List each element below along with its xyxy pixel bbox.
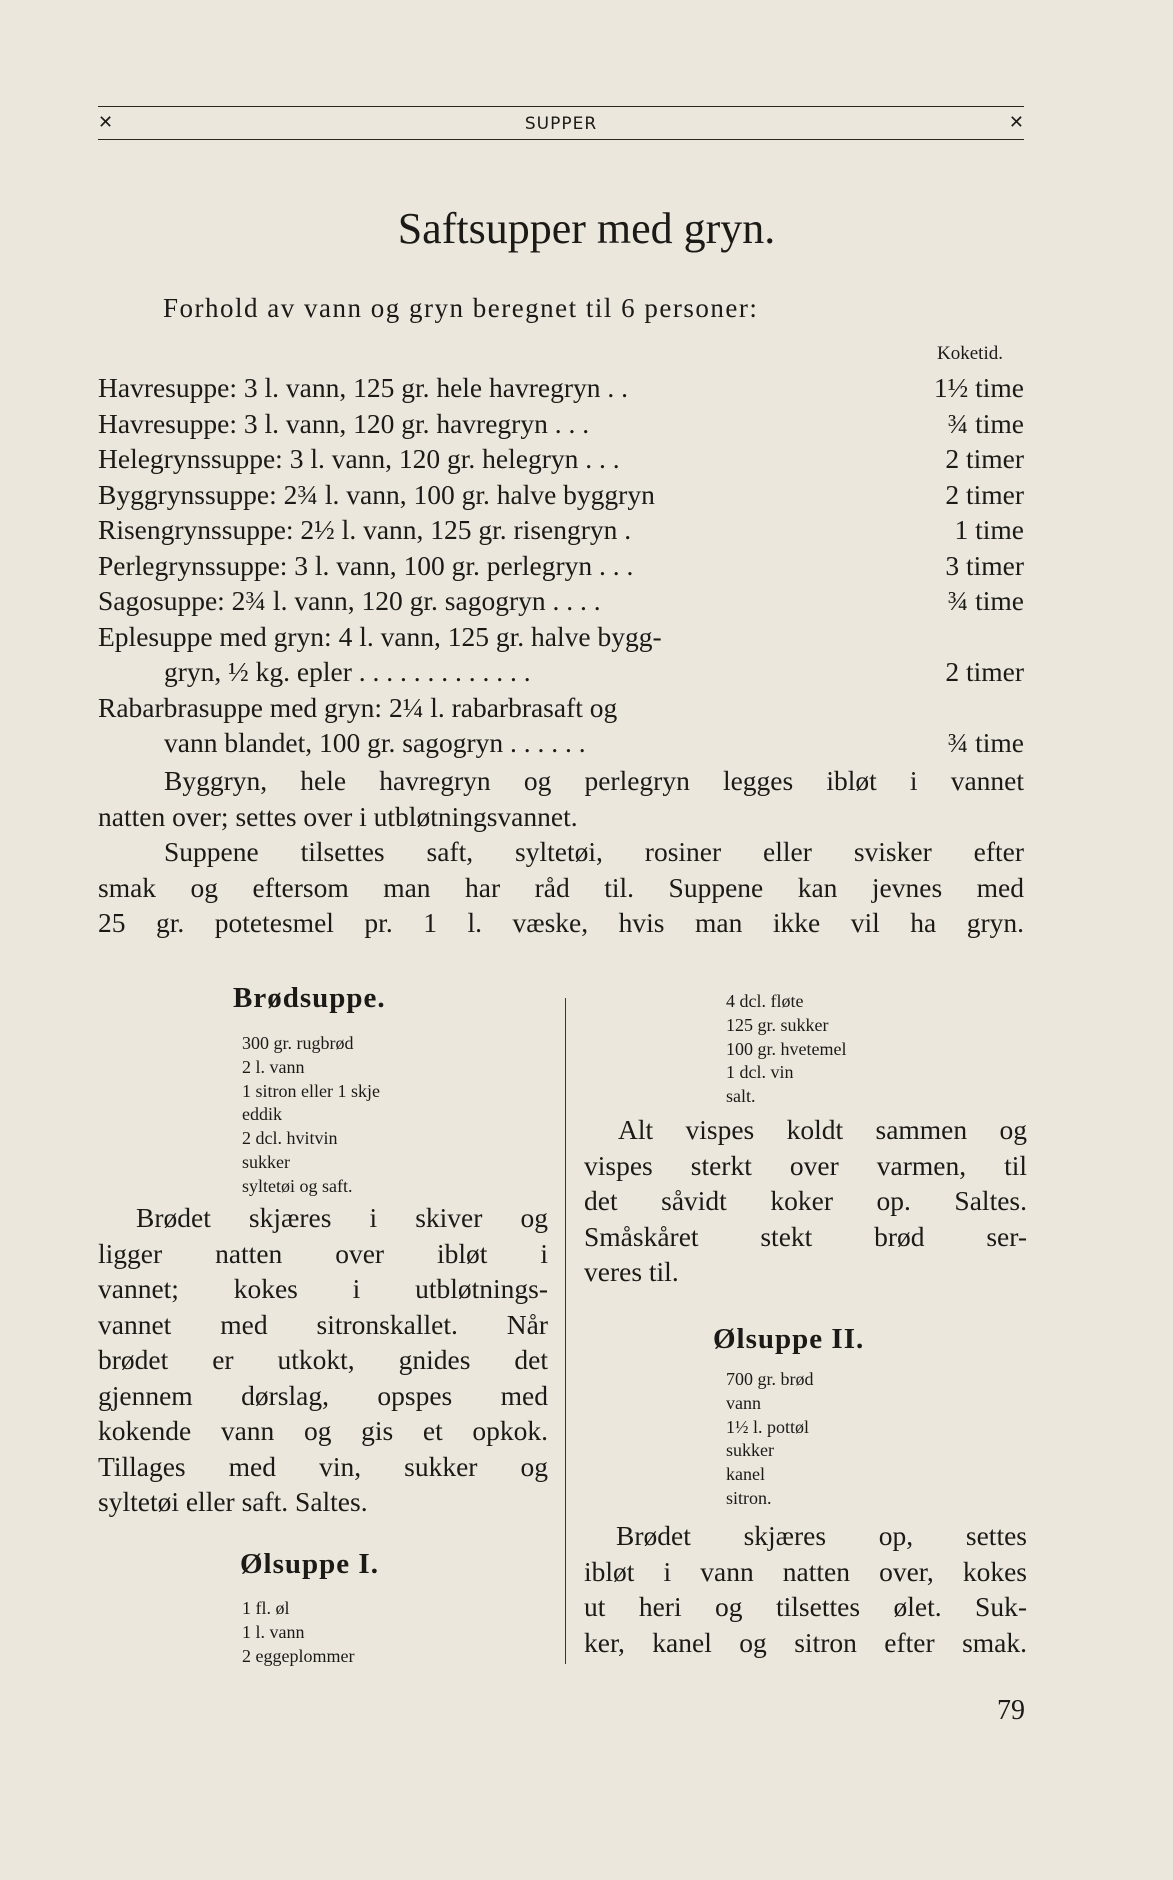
intro-line: Forhold av vann og gryn beregnet til 6 personer: [163, 293, 759, 323]
ingredient: sukker [726, 1440, 774, 1461]
text-line: syltetøi eller saft. Saltes. [98, 1486, 368, 1517]
text-line: Tillages med vin, sukker og [98, 1450, 548, 1482]
cook-time-header: Koketid. [937, 343, 1003, 364]
method-brodsuppe [98, 1200, 548, 1520]
soup-row [98, 370, 1024, 406]
ingredient: vann [726, 1392, 761, 1413]
running-header [98, 106, 1024, 140]
soup-recipe-text: Byggrynssuppe: 2¾ l. vann, 100 gr. halve byggryn [98, 478, 655, 510]
ingredient: 1 l. vann [242, 1621, 305, 1642]
soup-recipe-text: Risengrynssuppe: 2½ l. vann, 125 gr. risengryn . [98, 514, 632, 545]
recipe-title-olsuppe-1: Ølsuppe I. [240, 1548, 379, 1580]
text-line: Alt vispes koldt sammen og [618, 1114, 1027, 1145]
method-olsuppe-2 [584, 1518, 1027, 1660]
recipe-title-olsuppe-2: Ølsuppe II. [713, 1323, 865, 1355]
text-line: vispes sterkt over varmen, til [584, 1149, 1027, 1181]
ingredient: 4 dcl. fløte [726, 991, 804, 1011]
recipe-title-brodsuppe: Brødsuppe. [233, 982, 386, 1014]
text-line: Suppene tilsettes saft, syltetøi, rosiner eller svisker efter [164, 836, 1024, 867]
note-flavoring [98, 834, 1024, 941]
soup-recipe-text: Sagosuppe: 2¾ l. vann, 120 gr. sagogryn . . . . [98, 585, 601, 616]
ingredient: 700 gr. brød [726, 1369, 814, 1389]
ingredient: 1 fl. øl [242, 1598, 290, 1618]
ingredient: kanel [726, 1464, 765, 1485]
text-line: det såvidt koker op. Saltes. [584, 1185, 1027, 1216]
ingredient: 1½ l. pottøl [726, 1416, 810, 1437]
soup-cook-time: ¾ time [947, 727, 1024, 758]
soup-cook-time: 2 timer [945, 656, 1024, 687]
cross-ornament-icon: ✕ [1008, 112, 1024, 133]
header-rule-top [98, 106, 1024, 107]
soup-row [98, 654, 1024, 690]
soup-recipe-text: Helegrynssuppe: 3 l. vann, 120 gr. helegryn . . . [98, 443, 620, 474]
soup-recipe-text: Havresuppe: 3 l. vann, 120 gr. havregryn . . . [98, 407, 590, 439]
soup-cook-time: 3 timer [945, 549, 1024, 581]
ingredient: 2 eggeplommer [242, 1645, 355, 1666]
ingredient: sukker [242, 1151, 290, 1172]
text-line: ligger natten over ibløt i [98, 1237, 548, 1269]
ingredients-olsuppe-1-cont [726, 990, 846, 1109]
column-divider [565, 998, 566, 1664]
page-number: 79 [997, 1695, 1025, 1726]
ingredient: 1 sitron eller 1 skje [242, 1080, 380, 1101]
soup-cook-time: ¾ time [947, 407, 1024, 439]
soup-row [98, 548, 1024, 584]
page-title: Saftsupper med gryn. [397, 204, 776, 253]
text-line: vannet; kokes i utbløtnings- [98, 1273, 548, 1304]
text-line: brødet er utkokt, gnides det [98, 1344, 548, 1375]
ingredient: salt. [726, 1086, 756, 1107]
text-line: natten over; settes over i utbløtningsvannet. [98, 800, 578, 832]
text-line: smak og eftersom man har råd til. Suppene kan jevnes med [98, 871, 1024, 903]
ingredient: 1 dcl. vin [726, 1062, 794, 1083]
soup-recipe-text: vann blandet, 100 gr. sagogryn . . . . . . [164, 727, 586, 758]
text-line: Brødet skjæres op, settes [616, 1520, 1027, 1551]
soup-recipe-text: gryn, ½ kg. epler . . . . . . . . . . . . . [164, 656, 531, 687]
ingredient: sitron. [726, 1487, 772, 1508]
soup-table [98, 370, 1024, 761]
soup-row [98, 619, 1024, 655]
soup-cook-time: 2 timer [945, 443, 1024, 474]
text-line: Byggryn, hele havregryn og perlegryn legges ibløt i vannet [164, 765, 1024, 796]
soup-cook-time: 1½ time [933, 372, 1024, 403]
text-line: kokende vann og gis et opkok. [98, 1415, 548, 1446]
text-line: veres til. [584, 1256, 679, 1287]
cross-ornament-icon: ✕ [98, 112, 114, 133]
soup-row [98, 406, 1024, 442]
running-header-title: SUPPER [524, 114, 598, 134]
method-olsuppe-1 [584, 1112, 1027, 1290]
text-line: ibløt i vann natten over, kokes [584, 1555, 1027, 1587]
soup-row [98, 725, 1024, 761]
ingredients-olsuppe-1 [242, 1597, 354, 1668]
ingredient: 300 gr. rugbrød [242, 1033, 354, 1053]
soup-row [98, 477, 1024, 513]
text-line: ker, kanel og sitron efter smak. [584, 1626, 1027, 1658]
soup-cook-time: 2 timer [945, 478, 1024, 510]
ingredients-olsuppe-2 [726, 1368, 814, 1511]
soup-recipe-text: Havresuppe: 3 l. vann, 125 gr. hele havregryn . . [98, 372, 628, 403]
ingredient: 125 gr. sukker [726, 1014, 829, 1035]
text-line: gjennem dørslag, opspes med [98, 1379, 548, 1411]
ingredient: syltetøi og saft. [242, 1175, 353, 1196]
ingredients-brodsuppe [242, 1032, 380, 1199]
text-line: 25 gr. potetesmel pr. 1 l. væske, hvis man ikke vil ha gryn. [98, 907, 1024, 938]
header-rule-bottom [98, 139, 1024, 140]
text-line: Brødet skjæres i skiver og [136, 1202, 548, 1233]
soup-row [98, 441, 1024, 477]
note-soaking [98, 763, 1024, 834]
text-line: ut heri og tilsettes ølet. Suk- [584, 1591, 1027, 1622]
soup-recipe-text: Perlegrynssuppe: 3 l. vann, 100 gr. perlegryn . . . [98, 549, 634, 581]
soup-recipe-text: Rabarbrasuppe med gryn: 2¼ l. rabarbrasaft og [98, 691, 618, 723]
ingredient: 100 gr. hvetemel [726, 1038, 847, 1059]
ingredient: eddik [242, 1104, 282, 1125]
ingredient: 2 dcl. hvitvin [242, 1128, 338, 1149]
soup-row [98, 512, 1024, 548]
soup-cook-time: 1 time [954, 514, 1024, 545]
text-line: Småskåret stekt brød ser- [584, 1220, 1027, 1252]
soup-row [98, 583, 1024, 619]
soup-recipe-text: Eplesuppe med gryn: 4 l. vann, 125 gr. halve bygg- [98, 620, 662, 652]
soup-cook-time: ¾ time [947, 585, 1024, 616]
text-line: vannet med sitronskallet. Når [98, 1308, 548, 1340]
ingredient: 2 l. vann [242, 1056, 305, 1077]
soup-row [98, 690, 1024, 726]
